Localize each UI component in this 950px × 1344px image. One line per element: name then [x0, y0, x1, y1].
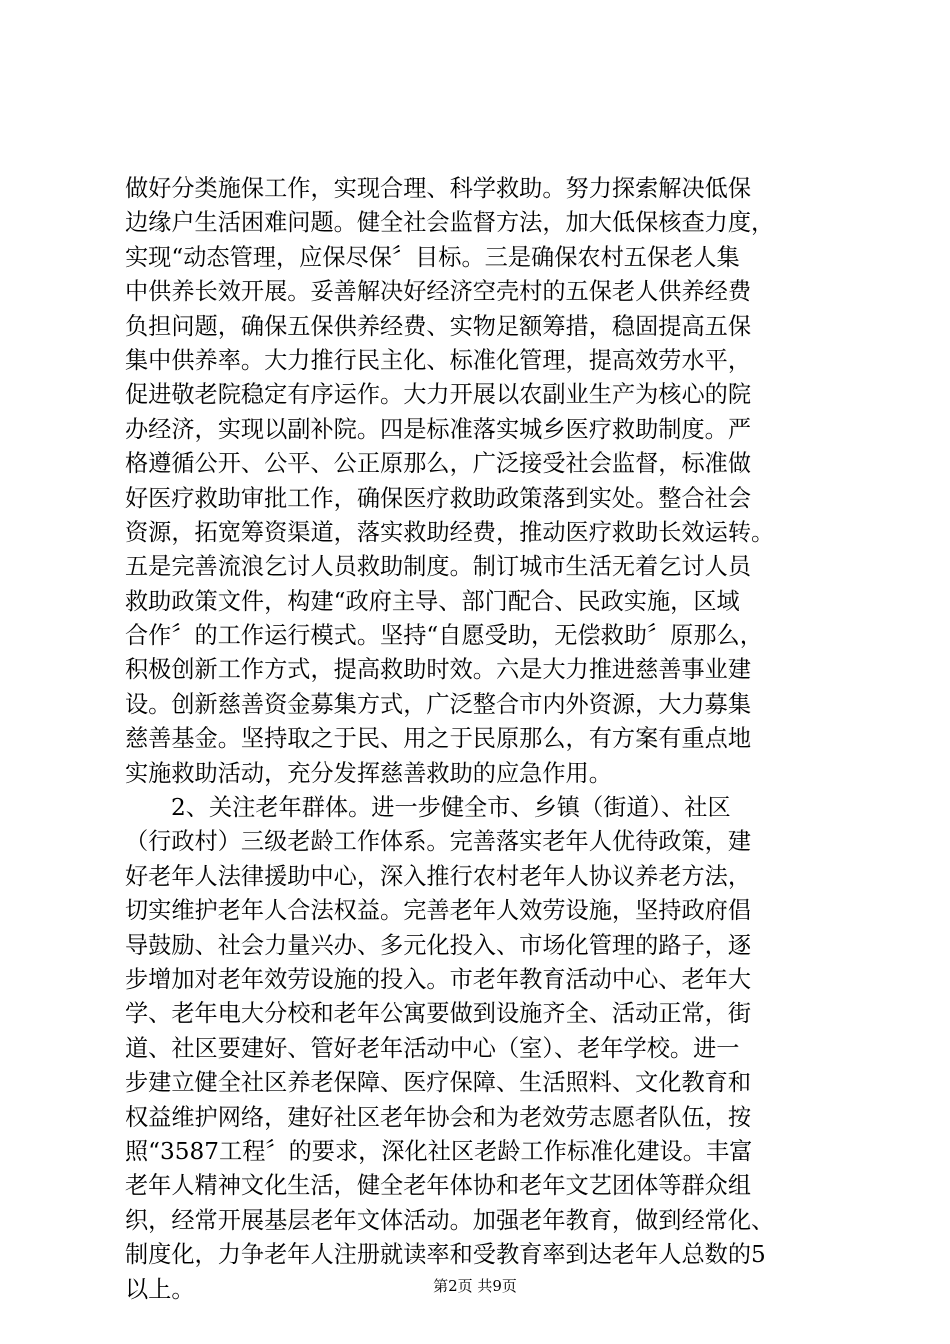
text-line: 负担问题，确保五保供养经费、实物足额筹措，稳固提高五保	[125, 312, 752, 340]
text-line: 格遵循公开、公平、公正原那么，广泛接受社会监督，标准做	[125, 450, 752, 478]
text-line: 学、老年电大分校和老年公寓要做到设施齐全、活动正常，街	[125, 1000, 752, 1028]
text-line: 积极创新工作方式，提高救助时效。六是大力推进慈善事业建	[125, 656, 752, 684]
text-line: 导鼓励、社会力量兴办、多元化投入、市场化管理的路子，逐	[125, 931, 752, 959]
text-line: 资源，拓宽筹资渠道，落实救助经费，推动医疗救助长效运转。	[125, 518, 775, 546]
paragraph-start-line: 2、关注老年群体。进一步健全市、乡镇（街道）、社区	[171, 794, 731, 822]
text-line: 老年人精神文化生活，健全老年体协和老年文艺团体等群众组	[125, 1172, 752, 1200]
text-line: 促进敬老院稳定有序运作。大力开展以农副业生产为核心的院	[125, 381, 752, 409]
text-line: 以上。	[125, 1275, 195, 1303]
body-text	[125, 172, 837, 1307]
text-line: 做好分类施保工作，实现合理、科学救助。努力探索解决低保	[125, 175, 752, 202]
text-line: 边缘户生活困难问题。健全社会监督方法，加大低保核查力度，	[125, 209, 775, 237]
text-line: 慈善基金。坚持取之于民、用之于民原那么，有方案有重点地	[125, 725, 752, 753]
text-line: 设。创新慈善资金募集方式，广泛整合市内外资源，大力募集	[125, 690, 752, 718]
page-number-footer: 第2页 共9页	[433, 1277, 517, 1295]
text-line: 好医疗救助审批工作，确保医疗救助政策落到实处。整合社会	[125, 484, 752, 512]
text-line: 照“3587工程〞的要求，深化社区老龄工作标准化建设。丰富	[125, 1137, 753, 1165]
text-line: 步建立健全社区养老保障、医疗保障、生活照料、文化教育和	[125, 1069, 752, 1097]
text-line: 道、社区要建好、管好老年活动中心（室）、老年学校。进一	[125, 1034, 740, 1062]
text-line: 集中供养率。大力推行民主化、标准化管理，提高效劳水平，	[125, 346, 752, 374]
text-line: 中供养长效开展。妥善解决好经济空壳村的五保老人供养经费	[125, 278, 752, 306]
text-line: 切实维护老年人合法权益。完善老年人效劳设施，坚持政府倡	[125, 897, 752, 925]
text-line: 好老年人法律援助中心，深入推行农村老年人协议养老方法，	[125, 862, 752, 890]
text-line: 救助政策文件，构建“政府主导、部门配合、民政实施，区域	[125, 587, 740, 615]
text-line: 五是完善流浪乞讨人员救助制度。制订城市生活无着乞讨人员	[125, 553, 752, 581]
text-line: 步增加对老年效劳设施的投入。市老年教育活动中心、老年大	[125, 965, 752, 993]
text-line: 合作〞的工作运行模式。坚持“自愿受助，无偿救助〞原那么，	[125, 622, 763, 650]
text-line: 制度化，力争老年人注册就读率和受教育率到达老年人总数的5	[125, 1241, 766, 1269]
text-line: （行政村）三级老龄工作体系。完善落实老年人优待政策，建	[125, 828, 752, 856]
text-line: 权益维护网络，建好社区老年协会和为老效劳志愿者队伍，按	[125, 1103, 752, 1131]
text-line: 实现“动态管理，应保尽保〞目标。三是确保农村五保老人集	[125, 243, 740, 271]
text-line: 实施救助活动，充分发挥慈善救助的应急作用。	[125, 759, 612, 787]
text-line: 织，经常开展基层老年文体活动。加强老年教育，做到经常化、	[125, 1206, 775, 1234]
text-line: 办经济，实现以副补院。四是标准落实城乡医疗救助制度。严	[125, 415, 752, 443]
